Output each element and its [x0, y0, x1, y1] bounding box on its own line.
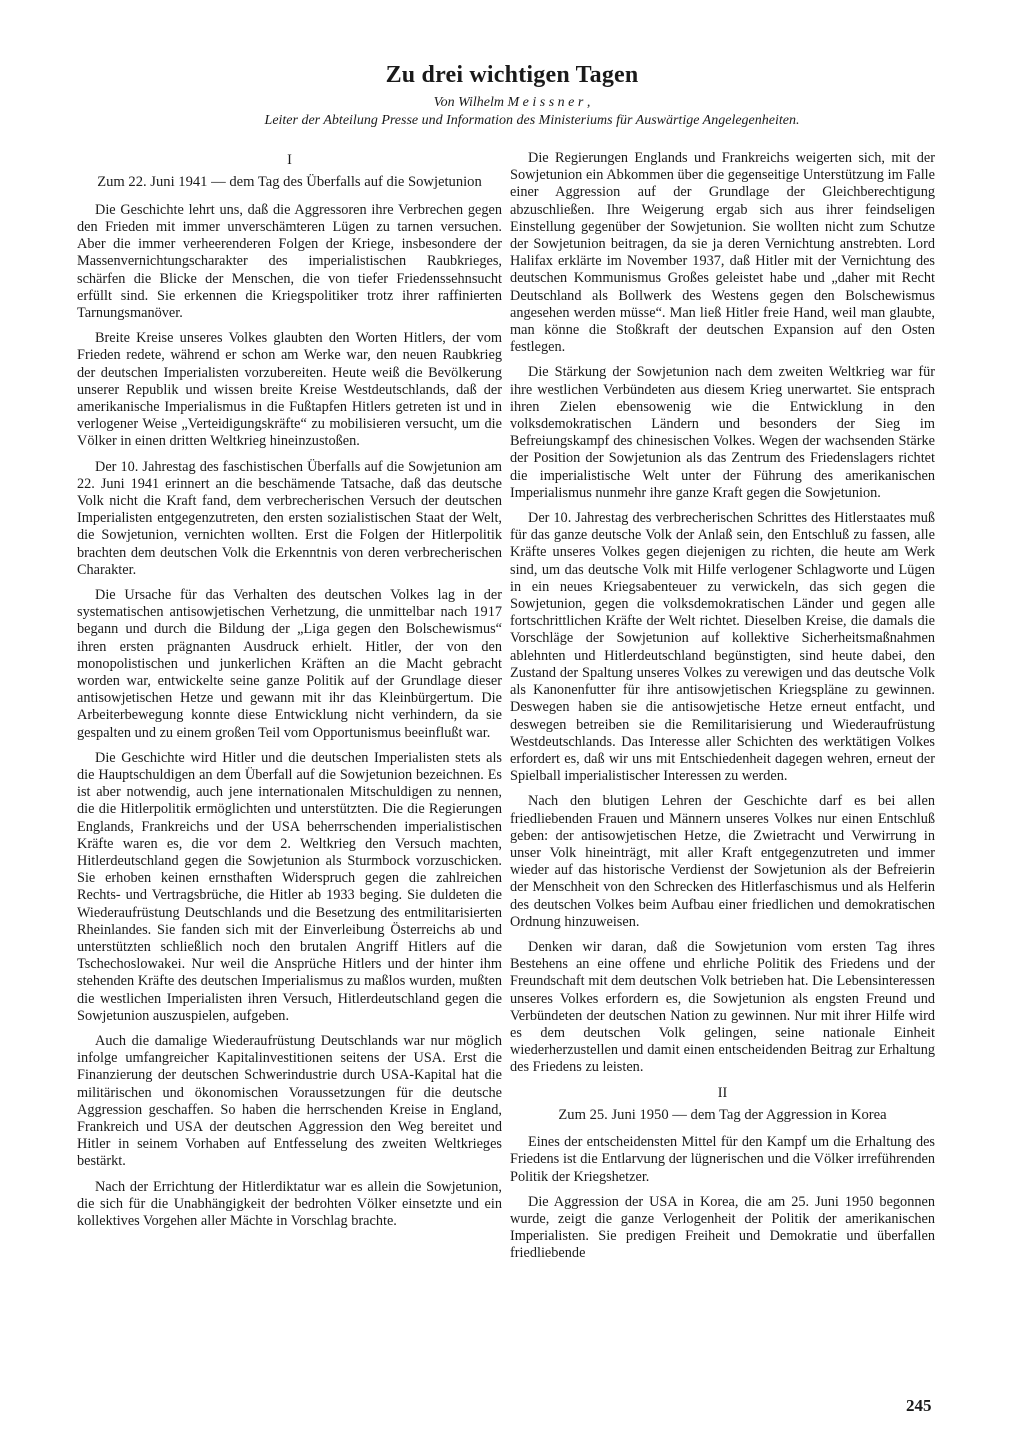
article-title: Zu drei wichtigen Tagen [385, 62, 639, 88]
paragraph: Die Aggression der USA in Korea, die am 25. Juni 1950 begonnen wurde, zeigt die ganze Verlogenheit der Politik der amerikanischen Imperialisten. Sie predigen Freiheit und Demokratie und überfallen friedliebende [510, 1193, 935, 1262]
section-2-heading: Zum 25. Juni 1950 — dem Tag der Aggression in Korea [558, 1106, 887, 1123]
section-1-heading: Zum 22. Juni 1941 — dem Tag des Überfalls auf die Sowjetunion [97, 174, 482, 191]
section-2-numeral: II [717, 1084, 728, 1101]
article-header [60, 62, 964, 129]
section-1-numeral: I [287, 152, 292, 168]
page-number: 245 [906, 1396, 932, 1415]
paragraph: Breite Kreise unseres Volkes glaubten den Worten Hitlers, der vom Frieden redete, während er schon am Werke war, den neuen Raubkrieg der deutschen Imperialisten vorzubereiten. Heute weiß die Bevölkerung unserer Republik und wissen breite Kreise Westdeutschlands, daß der amerikanische Imperialismus in die Fußtapfen Hitlers getreten ist und in verlogener Weise „Verteidigungskräfte“ zu mobilisieren versucht, um die Völker in einen dritten Weltkrieg hineinzustoßen. [77, 330, 502, 450]
right-column [510, 150, 935, 1271]
paragraph: Die Regierungen Englands und Frankreichs weigerten sich, mit der Sowjetunion ein Abkommen über die gegenseitige Unterstützung im Falle einer Aggression auf der Grundlage der Gleichberechtigung abzuschließen. Ihre Weigerung ergab sich aus ihrer feindseligen Einstellung gegenüber der Sowjetunion. Sie wollten nicht zum Schutze der Sowjetunion beitragen, da sie ja deren Vernichtung anstrebten. Lord Halifax erklärte im November 1937, daß Hitler mit der Vernichtung des deutschen Kommunismus Großes geleistet habe und „daher mit Recht Deutschland als Bollwerk des Westens gegen den Bolschewismus angesehen werden müsse“. Man ließ Hitler freie Hand, weil man glaubte, man könne die Stoßkraft der deutschen Expansion auf den Osten festlegen. [510, 150, 935, 356]
paragraph: Der 10. Jahrestag des faschistischen Überfalls auf die Sowjetunion am 22. Juni 1941 erinnert an die beschämende Tatsache, daß das deutsche Volk nicht die Kraft fand, dem verbrecherischen Versuch der deutschen Imperialisten entgegenzutreten, den ersten sozialistischen Staat der Welt, die Sowjetunion, vernichten wollten. Erst die Folgen der Hitlerpolitik brachten dem deutschen Volk die Erkenntnis von deren verbrecherischen Charakter. [77, 458, 502, 578]
paragraph: Die Geschichte lehrt uns, daß die Aggressoren ihre Verbrechen gegen den Frieden mit immer unverschämteren Lügen zu tarnen versuchen. Aber die immer verheerenderen Folgen der Kriege, insbesondere der Massenvernichtungscharakter des imperialistischen Raubkrieges, schärfen die Blicke der Menschen, die von tiefer Friedenssehnsucht erfüllt sind. Sie erkennen die Kriegspolitiker trotz ihrer raffinierten Tarnungsmanöver. [77, 201, 502, 321]
author-affiliation: Leiter der Abteilung Presse und Information des Ministeriums für Auswärtige Angelegenheiten. [264, 113, 800, 128]
paragraph: Denken wir daran, daß die Sowjetunion vom ersten Tag ihres Bestehens an eine offene und ehrliche Politik des Friedens und der Freundschaft mit dem deutschen Volk betrieben hat. Die Lebensinteressen unseres Volkes erfordern es, die Sowjetunion als engsten Freund und Verbündeten der deutschen Nation zu gewinnen. Nur mit ihrer Hilfe wird es dem deutschen Volk gelingen, seine nationale Einheit wiederherzustellen und damit einen entscheidenden Beitrag zur Erhaltung des Friedens zu leisten. [510, 938, 935, 1076]
article-byline: Von Wilhelm M e i s s n e r , [433, 95, 591, 110]
paragraph: Nach der Errichtung der Hitlerdiktatur war es allein die Sowjetunion, die sich für die Unabhängigkeit der bedrohten Völker einsetzte und ein kollektives Vorgehen aller Mächte in Vorschlag brachte. [77, 1178, 502, 1230]
paragraph: Die Ursache für das Verhalten des deutschen Volkes lag in der systematischen antisowjetischen Verhetzung, die unmittelbar nach 1917 begann und durch die Bildung der „Liga gegen den Bolschewismus“ ihren ersten prägnanten Ausdruck erhielt. Hitler, der von den monopolistischen und junkerlichen Kräften an die Macht gebracht worden war, entwickelte seine ganze Politik auf der Grundlage dieser antisowjetischen Hetze und gewann mit ihr das Kleinbürgertum. Die Arbeiterbewegung konnte diese Entwicklung nicht verhindern, da sie gespalten und zu einem großen Teil vom Opportunismus beeinflußt war. [77, 586, 502, 741]
paragraph: Eines der entscheidensten Mittel für den Kampf um die Erhaltung des Friedens ist die Entlarvung der lügnerischen und die Völker irreführenden Politik der Kriegshetzer. [510, 1134, 935, 1185]
paragraph: Die Geschichte wird Hitler und die deutschen Imperialisten stets als die Hauptschuldigen an dem Überfall auf die Sowjetunion bezeichnen. Es ist aber notwendig, auch jene internationalen Mitschuldigen zu nennen, die die Hitlerpolitik ermöglichten und unterstützten. Die die Regierungen Englands, Frankreichs und der USA beherrschenden imperialistischen Kräfte waren es, die vor dem 2. Weltkrieg den Versuch machten, Hitlerdeutschland gegen die Sowjetunion als Sturmbock vorzuschicken. Sie erhoben keinen ernsthaften Widerspruch gegen die zahlreichen Rechts- und Vertragsbrüche, die Hitler ab 1933 beging. Sie duldeten die Wiederaufrüstung Deutschlands und die Besetzung des entmilitarisierten Rheinlandes. Sie fanden sich mit der Einverleibung Österreichs ab und unterstützten schließlich noch den brutalen Angriff Hitlers auf die Tschechoslowakei. Nur weil die Ansprüche Hitlers und der hinter ihm stehenden Kräfte des deutschen Imperialismus zu maßlos wurden, mußten die westlichen Imperialisten ihren Versuch, Hitlerdeutschland gegen die Sowjetunion auszuspielen, aufgeben. [77, 749, 502, 1024]
paragraph: Nach den blutigen Lehren der Geschichte darf es bei allen friedliebenden Frauen und Männern unseres Volkes nur einen Entschluß geben: der antisowjetischen Hetze, die Zwietracht und Verwirrung in unser Volk hineinträgt, mit aller Kraft entgegenzutreten und immer wieder auf das historische Verdienst der Sowjetunion als der Befreierin der Menschheit von den Schrecken des Hitlerfaschismus und als Helferin des deutschen Volkes beim Aufbau einer friedlichen und demokratischen Ordnung hinzuweisen. [510, 793, 935, 930]
paragraph: Auch die damalige Wiederaufrüstung Deutschlands war nur möglich infolge umfangreicher Kapitalinvestitionen seitens der USA. Erst die Finanzierung der deutschen Schwerindustrie durch USA-Kapital hat die militärischen und ökonomischen Voraussetzungen für die deutsche Aggression geschaffen. So haben die herrschenden Kreise in England, Frankreich und USA der deutschen Aggression den Weg bereitet und Hitler in seinem Vorhaben auf Entfesselung des zweiten Weltkrieges bestärkt. [77, 1033, 502, 1170]
paragraph: Der 10. Jahrestag des verbrecherischen Schrittes des Hitlerstaates muß für das ganze deutsche Volk der Anlaß sein, den Entschluß zu fassen, alle Kräfte unseres Volkes gegen diejenigen zu richten, die heute am Werk sind, um das deutsche Volk mit Hilfe verlogener Schlagworte und Lügen in ein neues Kriegsabenteuer zu verwickeln, das sich gegen die Sowjetunion, gegen die volksdemokratischen Länder und gegen alle fortschrittlichen Kräfte der Welt richtet. Dieselben Kreise, die damals die Vorschläge der Sowjetunion auf kollektive Sicherheitsmaßnahmen ablehnten und Hitlerdeutschland begünstigten, sind heute dabei, den Zustand der Spaltung unseres Volkes zu verewigen und das deutsche Volk als Kanonenfutter für ihre antisowjetischen Kriegspläne zu gewinnen. Deswegen haben sie die antisowjetische Hetze erneut entfacht, und deswegen betreiben sie die Remilitarisierung und Wiederaufrüstung Westdeutschlands. Das Interesse aller Schichten des werktätigen Volkes erfordert es, daß wir uns mit Entschiedenheit dagegen wehren, erneut der Spielball imperialistischer Interessen zu werden. [510, 510, 935, 785]
paragraph: Die Stärkung der Sowjetunion nach dem zweiten Weltkrieg war für ihre westlichen Verbündeten aus diesem Krieg unerwartet. Sie entsprach ihren Zielen ebensowenig wie die Entwicklung in den volksdemokratischen Ländern und besonders der Sieg im Befreiungskampf des chinesischen Volkes. Wegen der wachsenden Stärke der Position der Sowjetunion als das Zentrum des Friedenslagers richtet die imperialistische Welt unter der Führung des amerikanischen Imperialismus nunmehr ihre ganze Kraft gegen die Sowjetunion. [510, 364, 935, 501]
left-column [77, 152, 502, 1238]
